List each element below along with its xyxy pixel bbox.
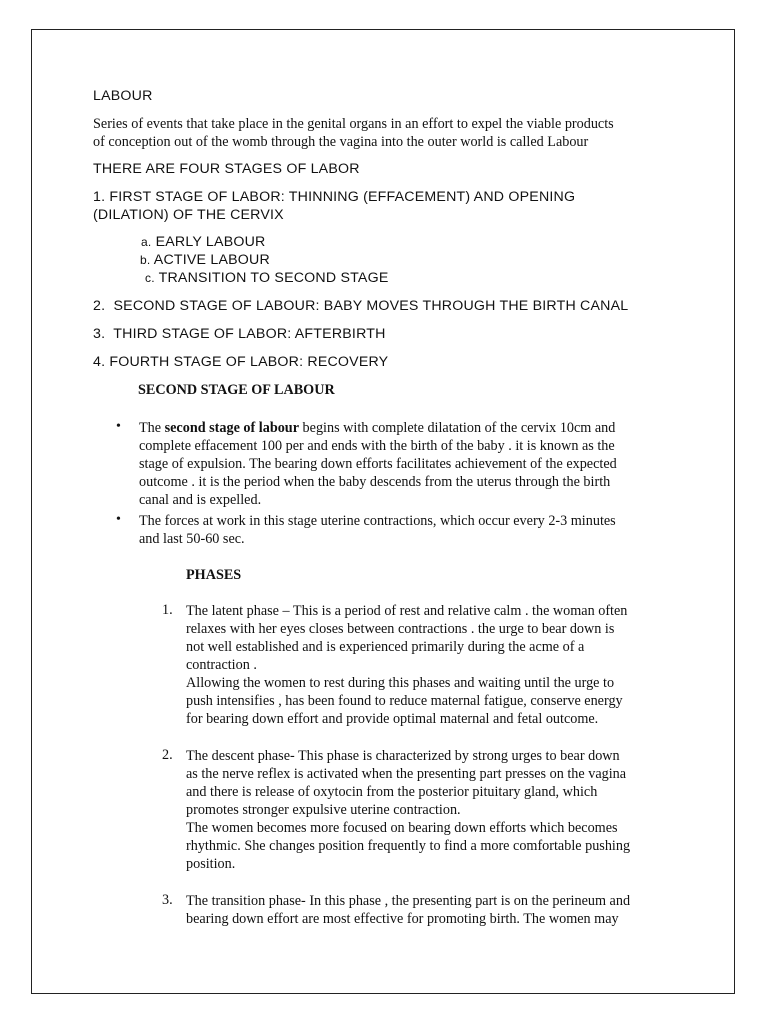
phase-item [186,602,627,728]
bullet-line: complete effacement 100 per and ends with the birth of the baby . it is known as the [139,438,615,454]
phase-line: rhythmic. She changes position frequently to find a more comfortable pushing [186,838,631,854]
substage-marker: c. [145,271,155,285]
substage-label: TRANSITION TO SECOND STAGE [158,270,389,286]
substage-label: ACTIVE LABOUR [153,252,270,268]
phase-number: 1. [162,602,173,618]
stage-1-line: 1. FIRST STAGE OF LABOR: THINNING (EFFACEMENT) AND OPENING [93,189,576,205]
bullet-line: The forces at work in this stage uterine contractions, which occur every 2-3 minutes [139,513,616,529]
phase-line: position. [186,856,236,872]
stages-intro: THERE ARE FOUR STAGES OF LABOR [93,161,360,177]
bullet-line: canal and is expelled. [139,492,262,508]
section-heading: SECOND STAGE OF LABOUR [138,382,335,398]
phase-line: The descent phase- This phase is characterized by strong urges to bear down [186,748,620,764]
phase-item [186,747,630,873]
substage-item [140,252,270,268]
definition-line: Series of events that take place in the genital organs in an effort to expel the viable products [93,116,614,132]
phase-line: bearing down effort are most effective for promoting birth. The women may [186,911,619,927]
phase-line: not well established and is experienced primarily during the acme of a [186,639,585,655]
phase-line: relaxes with her eyes closes between contractions . the urge to bear down is [186,621,615,637]
bullet-item [139,512,616,548]
phase-item [186,892,630,928]
bullet-item [139,419,617,509]
phase-number: 3. [162,892,173,908]
bullet-icon: • [116,512,121,527]
phase-line: for bearing down effort and provide optimal maternal and fetal outcome. [186,711,599,727]
stage-4-heading: 4. FOURTH STAGE OF LABOR: RECOVERY [93,354,389,370]
definition-line: of conception out of the womb through the vagina into the outer world is called Labour [93,134,589,150]
substage-marker: b. [140,253,151,267]
phase-line: and there is release of oxytocin from the posterior pituitary gland, which [186,784,598,800]
phase-line: as the nerve reflex is activated when the presenting part presses on the vagina [186,766,627,782]
bullet-text: begins with complete dilatation of the cervix 10cm and [299,420,616,436]
phase-line: Allowing the women to rest during this phases and waiting until the urge to [186,675,615,691]
document-title: LABOUR [93,88,153,104]
bullet-line: and last 50-60 sec. [139,531,245,547]
bullet-line [139,419,617,437]
substage-item [141,234,265,250]
phases-heading: PHASES [186,567,242,583]
phase-line: contraction . [186,657,257,673]
bullet-icon: • [116,419,121,434]
definition-paragraph [93,115,614,151]
phase-line: promotes stronger expulsive uterine contraction. [186,802,461,818]
substage-marker: a. [141,235,152,249]
bullet-bold-text: second stage of labour [164,420,299,436]
bullet-line: stage of expulsion. The bearing down efforts facilitates achievement of the expected [139,456,617,472]
bullet-text: The [139,420,165,436]
bullet-line: outcome . it is the period when the baby descends from the uterus through the birth [139,474,611,490]
stage-1-heading [93,188,575,224]
stage-2-heading: 2. SECOND STAGE OF LABOUR: BABY MOVES THROUGH THE BIRTH CANAL [93,298,629,314]
stage-3-heading: 3. THIRD STAGE OF LABOR: AFTERBIRTH [93,326,386,342]
phase-line: The latent phase – This is a period of rest and relative calm . the woman often [186,603,628,619]
substage-label: EARLY LABOUR [155,234,266,250]
phase-line: push intensifies , has been found to reduce maternal fatigue, conserve energy [186,693,623,709]
phase-line: The women becomes more focused on bearing down efforts which becomes [186,820,618,836]
substage-item [145,270,389,286]
phase-line: The transition phase- In this phase , the presenting part is on the perineum and [186,893,631,909]
stage-1-line: (DILATION) OF THE CERVIX [93,207,284,223]
phase-number: 2. [162,747,173,763]
